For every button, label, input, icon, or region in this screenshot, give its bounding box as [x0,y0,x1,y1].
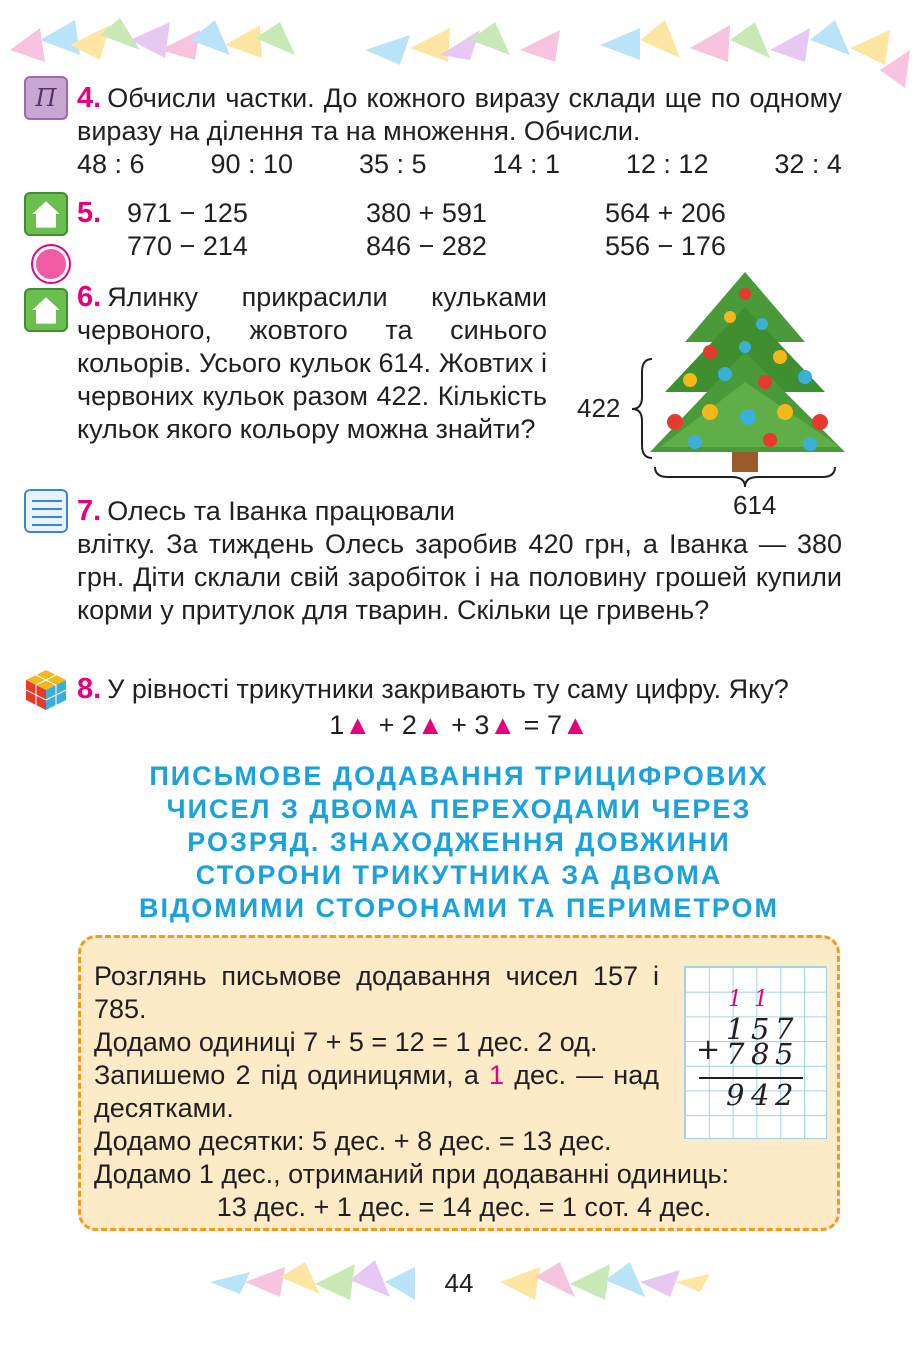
task-4 [77,82,842,148]
expression: 14 : 1 [492,149,560,179]
section-heading [60,760,858,925]
label-614: 614 [733,490,777,520]
plus-sign: + [696,1032,721,1066]
expression: 556 − 176 [605,231,726,261]
expression: 32 : 4 [774,149,842,179]
rule-line: Додамо десятки: 5 дес. + 8 дес. = 13 дес. [94,1126,612,1156]
label-422: 422 [577,393,621,423]
task-text: У рівності трикутники закривають ту саму цифру. Яку? [107,674,789,704]
equation-term: + 3 [451,710,490,740]
rule-text-bottom [94,1158,834,1224]
digit: 5 [751,1012,770,1046]
digit: 2 [775,1078,794,1112]
heading-line: ЧИСЕЛ З ДВОМА ПЕРЕХОДАМИ ЧЕРЕЗ [166,794,752,824]
equation-term: = 7 [523,710,562,740]
expression: 12 : 12 [625,149,709,179]
expression: 48 : 6 [77,149,145,179]
digit: 7 [775,1012,794,1046]
task-number: 5. [77,197,102,229]
column-addition-grid [684,966,827,1139]
digit: 9 [726,1078,745,1112]
task-6 [77,281,547,446]
rule-box [78,935,840,1231]
rule-line: Розглянь письмове додавання чисел 157 і 785. [94,961,659,1024]
task-text: Ялинку прикрасили кульками червоного, жовтого та синього кольорів. Усього кульок 614. Жовтих і червоних кульок разом 422. Кількість кульок якого кольору можна знайти? [77,282,547,444]
task-text: Обчисли частки. До кожного виразу склади ще по одному виразу на ділення та на множення. Обчисли. [77,83,842,146]
triangle-icon: ▲ [416,710,444,740]
heading-line: ВІДОМИМИ СТОРОНАМИ ТА ПЕРИМЕТРОМ [139,893,779,923]
notebook-icon [24,489,68,533]
triangle-icon: ▲ [489,710,517,740]
calculation-icon: Π [24,76,68,120]
digit: 4 [751,1078,770,1112]
digit: 5 [775,1037,794,1071]
expression: 971 − 125 [127,198,248,228]
digit: 1 [726,1012,745,1046]
rule-line: Запишемо 2 під одиницями, а 1 дес. — над десятками. [94,1060,659,1123]
pink-circle-icon [33,246,69,282]
carry-digit: 1 [754,987,768,1012]
expression: 90 : 10 [210,149,294,179]
christmas-tree-illustration [570,262,850,522]
expression: 564 + 206 [605,198,726,228]
task-number: 8. [77,673,102,705]
rule-line: Додамо одиниці 7 + 5 = 12 = 1 дес. 2 од. [94,1027,598,1057]
page-number: 44 [444,1268,474,1298]
task-number: 4. [77,82,102,114]
heading-line: СТОРОНИ ТРИКУТНИКА ЗА ДВОМА [195,860,723,890]
expression: 846 − 282 [366,231,487,261]
homework-house-icon [24,288,68,332]
carry-digit: 1 [728,987,742,1012]
task-number: 6. [77,281,102,313]
equation [0,709,918,742]
digit: 8 [751,1037,770,1071]
task-text: Олесь та Іванка працювали [107,496,455,526]
rule-line: Додамо 1 дес., отриманий при додаванні одиниць: [94,1159,730,1189]
task-7-text: влітку. За тиждень Олесь заробив 420 грн, а Іванка — 380 грн. Діти склали свій заробіток і на половину грошей купили корми у притулок для тварин. Скільки це гривень? [77,529,842,625]
rule-text [94,960,659,1158]
equation-term: 1 [329,710,345,740]
task-number: 7. [77,495,102,527]
task-8 [77,673,847,706]
rule-line: 13 дес. + 1 дес. = 14 дес. = 1 сот. 4 дес. [216,1192,712,1222]
expression: 770 − 214 [127,231,248,261]
carry-digit: 1 [489,1060,505,1090]
digit: 7 [726,1037,745,1071]
equation-term: + 2 [378,710,417,740]
decorative-top-border [0,10,918,90]
homework-house-icon [24,192,68,236]
expression: 380 + 591 [366,198,487,228]
task-4-expressions [77,148,842,181]
triangle-icon: ▲ [344,710,372,740]
triangle-icon: ▲ [561,710,589,740]
rubiks-cube-icon [24,668,68,712]
expression: 35 : 5 [358,149,427,179]
task-7-first-line [77,495,547,528]
heading-line: ПИСЬМОВЕ ДОДАВАННЯ ТРИЦИФРОВИХ [149,761,769,791]
heading-line: РОЗРЯД. ЗНАХОДЖЕННЯ ДОВЖИНИ [187,827,731,857]
task-5 [77,197,842,263]
